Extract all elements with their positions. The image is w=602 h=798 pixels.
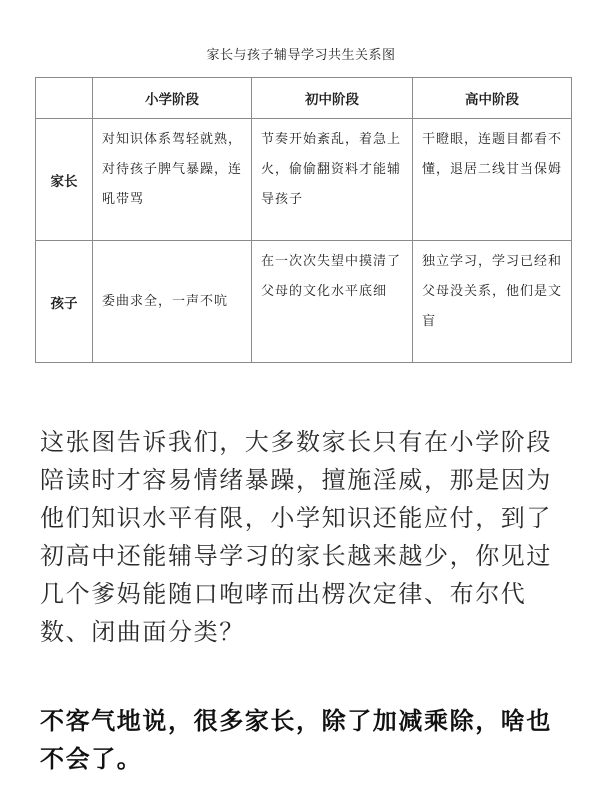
table-title: 家长与孩子辅导学习共生关系图 <box>206 48 396 63</box>
cell-text: 对知识体系驾轻就熟，对待孩子脾气暴躁，连吼带骂 <box>102 132 243 207</box>
header-cell-empty <box>36 78 93 119</box>
table-cell <box>93 241 252 363</box>
header-cell-primary: 小学阶段 <box>93 78 252 119</box>
relationship-chart-image <box>0 0 602 378</box>
header-cell-high: 高中阶段 <box>413 78 572 119</box>
table-cell <box>252 241 413 363</box>
table-row-parents <box>36 119 572 241</box>
article-paragraph: 这张图告诉我们，大多数家长只有在小学阶段陪读时才容易情绪暴躁，擅施淫威，那是因为他们知识水平有限，小学知识还能应付，到了初高中还能辅导学习的家长越来越少，你见过几个爹妈能随口咆哮而出楞次定律、布尔代数、闭曲面分类？ <box>40 428 552 646</box>
row-label-children: 孩子 <box>36 241 93 363</box>
table-header-row <box>36 78 572 119</box>
cell-text: 干瞪眼，连题目都看不懂，退居二线甘当保姆 <box>422 132 563 177</box>
header-cell-middle: 初中阶段 <box>252 78 413 119</box>
row-label-parents: 家长 <box>36 119 93 241</box>
table-row-children <box>36 241 572 363</box>
table-cell <box>413 119 572 241</box>
table-cell <box>252 119 413 241</box>
cell-text: 节奏开始紊乱，着急上火，偷偷翻资料才能辅导孩子 <box>261 132 402 207</box>
cell-text: 委曲求全，一声不吭 <box>102 293 229 309</box>
relationship-table <box>35 77 572 363</box>
cell-text: 在一次次失望中摸清了父母的文化水平底细 <box>261 254 402 299</box>
table-cell <box>93 119 252 241</box>
cell-text: 独立学习，学习已经和父母没关系，他们是文盲 <box>422 254 563 329</box>
table-cell <box>413 241 572 363</box>
article-conclusion: 不客气地说，很多家长，除了加减乘除，啥也不会了。 <box>40 707 552 773</box>
